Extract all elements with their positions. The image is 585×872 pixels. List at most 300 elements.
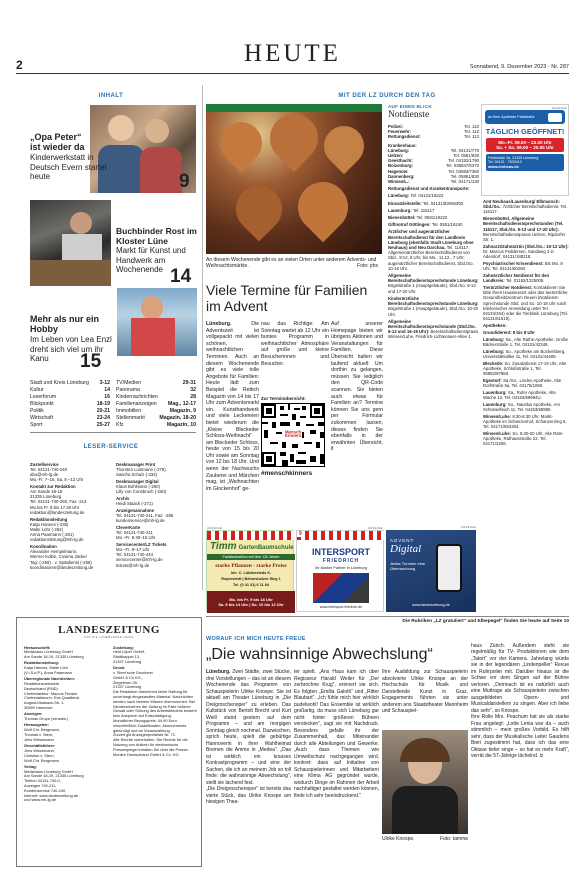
service-line: Anna Paarmann (-281) bbox=[30, 532, 74, 538]
impressum-line: Telefon 04131-740-0, bbox=[24, 778, 61, 784]
service-line: Servicecenter/LZ Tickets bbox=[116, 541, 167, 547]
service-key: Egestorf: bbox=[483, 377, 502, 383]
garten-sub: GartenBaumschule bbox=[238, 545, 294, 551]
ulrike-caption-credit: Foto: tamme bbox=[439, 836, 468, 842]
index-page: Magazin, 18-20 bbox=[159, 415, 196, 421]
notdienst-value: Tel. 04131/770 bbox=[450, 147, 479, 153]
service-entry bbox=[483, 261, 569, 271]
impressum-line: Ziegelhorn 26, bbox=[113, 679, 138, 685]
main-col2 bbox=[261, 321, 329, 367]
notdienst-key: Ärztlicher und augenärztlicher Bereitschaftsdienst für den Landkreis Lüneburg (ebenfalls Stadt Lüneburg ohne Neuhaus) und Neu Darchau, bbox=[388, 229, 474, 251]
header-rule bbox=[16, 73, 569, 74]
service-line: Werner Kolbe, Cosima Jäckel bbox=[30, 554, 87, 560]
index-page: 29-31 bbox=[182, 380, 196, 386]
service-key: Amt Neuhaus/Lauenburg/ Elbmarsch: Sbd./So.: bbox=[483, 199, 560, 210]
rubriken-rule bbox=[206, 616, 569, 617]
service-line: redaktionsleitung@mh-lg.de bbox=[30, 537, 84, 543]
service-line: Lilly von Consbruch (-260) bbox=[116, 489, 167, 495]
intersport-town: FRIEDRICH bbox=[322, 558, 360, 564]
apotheke-phone: Tel. 04131 · 7639410 bbox=[488, 160, 522, 164]
service-entry bbox=[483, 414, 569, 430]
service-key: Winsen/Luhe: bbox=[483, 431, 512, 437]
apotheke-logo-icon bbox=[548, 113, 562, 122]
index-row bbox=[116, 408, 196, 415]
impressum-line: Am Sande 18-19, 21335 Lüneburg bbox=[24, 654, 84, 660]
column-rule bbox=[202, 85, 203, 590]
notdienst-entry bbox=[388, 186, 479, 191]
ad-label: ANZEIGE bbox=[207, 526, 223, 530]
service-line: Heidi Staack (-271) bbox=[116, 500, 153, 506]
service-entry bbox=[483, 330, 569, 335]
index-left bbox=[30, 380, 110, 429]
date-issue: Sonnabend, 9. Dezember 2023 · Nr. 287 bbox=[469, 64, 569, 70]
notdienst-key: Uelzen: bbox=[388, 153, 404, 159]
index-label: Sport bbox=[30, 422, 43, 428]
index-page: 25-27 bbox=[96, 422, 110, 428]
index-page: 16 bbox=[104, 394, 110, 400]
service-line: Alexander Hempelmann, bbox=[30, 549, 78, 555]
impressum-line: Jens Wiesemann bbox=[24, 736, 54, 742]
qr-box[interactable] bbox=[261, 396, 329, 514]
intersport-web[interactable]: www.intersport-friedrich.de bbox=[319, 605, 363, 609]
inhalt-heading: INHALT bbox=[98, 93, 124, 99]
mit-lz-heading: MIT DER LZ DURCH DEN TAG bbox=[338, 93, 436, 99]
intersport-tag: Ihr starker Partner in Lüneburg bbox=[315, 566, 367, 570]
index-label: Stellenmarkt bbox=[116, 415, 145, 421]
impressum-line: Chefredakteur: Marcus Fenske bbox=[24, 690, 78, 696]
ad-label: ANZEIGE bbox=[367, 526, 383, 530]
service-line: Katja Hannes (-236) bbox=[30, 521, 69, 527]
ulrike-headline: „Die wahnsinnige Abwechslung“ bbox=[206, 646, 433, 663]
impressum-line: August-Madsack-Str. 1, bbox=[24, 700, 65, 706]
impressum-line: Christian v. Stern, bbox=[24, 752, 55, 758]
index-page: Magazin, 9 bbox=[169, 408, 196, 414]
index-label: Stadt und Kreis Lüneburg bbox=[30, 380, 89, 386]
impressum-line: Wolf Chr. Bergmann bbox=[24, 757, 59, 763]
advent-ad[interactable] bbox=[386, 525, 476, 612]
service-value: 8.30-8.30 Uhr, Markt-Apotheke im Schanzenhof, Schanzenring 6, Tel. 04171/653304. bbox=[483, 413, 567, 430]
index-row bbox=[116, 422, 196, 429]
service-value: Ärztlicher Bereitschaftsdienst, Tel. 116117. bbox=[483, 204, 568, 215]
index-page: 18-19 bbox=[96, 401, 110, 407]
service-key: Bleckede: bbox=[483, 360, 504, 366]
notdienst-key: Krankenhaus: bbox=[388, 142, 417, 148]
index-rule bbox=[30, 432, 196, 433]
service-line: redaktion@landeszeitung.de bbox=[30, 509, 85, 515]
index-row bbox=[116, 394, 196, 401]
index-page: 14 bbox=[104, 387, 110, 393]
index-page: 20-21 bbox=[96, 408, 110, 414]
teaser-kicker: Mehr als nur ein Hobby bbox=[30, 314, 100, 334]
notdienst-key: Einsatzleitstelle: bbox=[388, 200, 423, 206]
service-key: Grundiderent: 8 bis 8 Uhr bbox=[483, 329, 535, 335]
service-value: So., Apotheke am Bockelsberg, Universitätsallee 11, Tel. 04131/44488. bbox=[483, 348, 566, 359]
service-line: Klaus Bohlmann (-260) bbox=[116, 483, 160, 489]
notdienst-key: Giftnotruf Göttingen: bbox=[388, 222, 432, 228]
caption-credit: Foto: phs bbox=[357, 263, 378, 269]
impressum-line: v. Stern'sche Druckerei bbox=[113, 669, 153, 675]
notdienst-value: Tel. 04131/19222 bbox=[410, 193, 444, 199]
apotheke-open-title: TÄGLICH GEÖFFNET! bbox=[485, 127, 565, 136]
notdienst-value: Tel. 04152/1790 bbox=[448, 158, 479, 164]
notdienst-key: Boizenburg: bbox=[388, 163, 414, 169]
notdienst-value: Tel. 038847/6370 bbox=[446, 163, 479, 169]
impressum-line: Jens Wiesemann, bbox=[24, 747, 55, 753]
service-line: Tel. 04131-740-240 bbox=[30, 466, 68, 472]
notdienst-key: Dannenberg: bbox=[388, 173, 415, 179]
index-row bbox=[116, 387, 196, 394]
service-line: 21335 Lüneburg bbox=[30, 494, 62, 500]
service-entry bbox=[483, 402, 569, 412]
apotheke-hours-weekday: Mo.-Fr. 08.00 – 23.00 Uhr bbox=[498, 140, 552, 145]
ad-label: ANZEIGE bbox=[551, 106, 567, 110]
teaser-text: Markt für Kunst und Handwerk am Wochenende bbox=[116, 246, 186, 274]
ad-label: ANZEIGE bbox=[460, 525, 476, 529]
service-entry bbox=[483, 244, 569, 260]
main-col3-text: Auf unserer Homepage bieten wir übrigens Aktionen und Veranstaltungen für Familien. Diese Übersicht halten wir laufend aktuell: Um dorthin zu gelangen, müssen Sie lediglich den QR-Code scannen. Sie bieten auch etwas für Familien an? Termine können Sie uns gern per Formular zukommen lassen, dieses finden Sie ebenfalls in der erwähnten Übersicht. lt bbox=[331, 321, 383, 453]
qr-code[interactable] bbox=[261, 403, 325, 467]
impressum-line: GmbH & Co KG, bbox=[113, 674, 142, 680]
teaser-page: 14 bbox=[170, 266, 192, 287]
service-entry bbox=[483, 361, 569, 377]
impressum-line: Mediahaus Lüneburg GmbH bbox=[24, 768, 73, 774]
ulrike-caption-text: Ulrike Knospe. bbox=[382, 836, 415, 842]
index-label: Wirtschaft bbox=[30, 415, 54, 421]
teaser-page: 15 bbox=[80, 351, 102, 372]
notdienst-entry bbox=[388, 222, 479, 227]
service-line: Redaktionsleitung bbox=[30, 516, 68, 522]
article-text: Zwei Städte, zwei Stücke, drei Vorstellungen – das ist an diesem Wochenende das Programm von Schauspielerin Ulrike Knospe. Sie ist aktuell am Theater Lüneburg in „Die Dreigroschenoper“ zu erleben. Das Kultstück von Bertolt Brecht und Kurt Weill stand gestern auf dem Programm – und am morgigen Sonntag gleich nochmal. Dazwischen, sprich heute, spielt die gebürtige Hannoverin in ihrer Wahlheimat Bremen die Amme in „Medea“. „Das ist wirklich ein krasses Kontrastprogramm – und eine der Sachen, die ich an meinem Job so toll finde: die wahnsinnige Abwechslung“, stellt sie lachend fest. „Die Dreigroschenoper“ ist bereits das vierte Stück, das Ulrike Knospe am hiesigen Thea- bbox=[206, 669, 291, 805]
leserservice-heading: LESER-SERVICE bbox=[83, 444, 139, 450]
garten-line6: Mo. bis Fr. 9 bis 18 Uhr bbox=[229, 597, 273, 602]
notdienst-value: Bögelstraße 1 (Hauptgebäude), Sbd./So. 9-13 und 17-20 Uhr. bbox=[388, 283, 476, 294]
notdienst-entry bbox=[388, 319, 479, 340]
service-value: Tel. 01192/1225005. bbox=[504, 278, 545, 284]
caption-text: An diesem Wochenende gibt es an vielen Orten unter anderem Advents- und Weihnachtsmärkte. bbox=[206, 257, 377, 269]
notdienste-kicker: AUF EINEN BLICK bbox=[388, 104, 432, 109]
service-value: Sa., Alte Raths-Apotheke, Große Bäckerstraße 1, Tel. 04131/42349. bbox=[483, 336, 569, 347]
impressum-line: Katja Hannes, Malte Lühr bbox=[24, 665, 68, 671]
notdienst-row bbox=[388, 134, 479, 139]
garten-ad[interactable] bbox=[206, 526, 294, 612]
apotheke-ad[interactable] bbox=[481, 104, 569, 196]
article-dateline: Lüneburg. bbox=[206, 669, 231, 675]
teaser-kicker: „Opa Peter“ ist wieder da bbox=[30, 132, 85, 152]
impressum-line: 30559 Hannover bbox=[24, 705, 53, 711]
teaser-photo bbox=[117, 288, 197, 356]
notdienst-entry bbox=[388, 229, 479, 271]
service-line: servicecenter@mh-lg.de bbox=[116, 557, 163, 563]
advent-text2: Überraschung bbox=[390, 566, 416, 571]
impressum-line: Anzeigen 740-211, bbox=[24, 783, 57, 789]
notdienst-value: Tel. 0581/830 bbox=[453, 153, 479, 159]
apotheke-address: Feldstraße 3a, 21335 Lüneburg bbox=[488, 156, 539, 160]
garten-line3: Inh. C. Lübbersteds K. bbox=[230, 571, 272, 575]
impressum-line: Wolf Chr. Bergmann, bbox=[24, 727, 61, 733]
index-page: 28 bbox=[190, 394, 196, 400]
index-label: Familienanzeigen bbox=[116, 401, 157, 407]
service-line: Thorsten Lustmann (-276) bbox=[116, 466, 166, 472]
phone-icon bbox=[436, 544, 462, 592]
service-entry bbox=[483, 337, 569, 347]
impressum-line: Anzeigen: bbox=[24, 711, 43, 717]
notdienst-key: Winsen/L.: bbox=[388, 179, 410, 185]
service-line: Mo.bis Fr. 9 bis 17.30 Uhr bbox=[30, 504, 80, 510]
notdienst-value: Tel. 0581/19222 bbox=[416, 215, 448, 221]
index-label: Kindernachrichten bbox=[116, 394, 158, 400]
notdienst-value: Tel. 04131/83065300 bbox=[422, 200, 464, 206]
notdienst-value: Bögelstraße 1 (Hauptgebäude), Sbd./So. 10-20 Uhr. bbox=[388, 306, 479, 317]
impressum-box bbox=[16, 617, 202, 867]
teaser-page: 9 bbox=[179, 171, 190, 192]
service-key: Lauenburg: bbox=[483, 389, 507, 395]
service-line: Tel. 04131-740-444 bbox=[116, 552, 154, 558]
impressum-line: und www.mh-lg.de bbox=[24, 797, 57, 803]
notdienst-key: Polizei: bbox=[388, 124, 404, 129]
garten-line4: Roperstedt | Böhmsholzer Weg 1 bbox=[221, 577, 281, 581]
impressum-line: Druck: bbox=[113, 665, 126, 671]
qr-label: Zur Terminübersicht: bbox=[261, 396, 306, 401]
ulrike-photo bbox=[382, 730, 468, 834]
impressum-line: Thomas v. Stern, bbox=[24, 732, 54, 738]
main-headline: Viele Termine für Familien im Advent bbox=[206, 282, 368, 314]
notdienst-key: Kinderärztliche Bereitschaftsdienstsprechstunde Lüneburg: bbox=[388, 295, 479, 307]
service-value: So., Nautilus Apotheke, Am Schüsselfeich 11, Tel. 04153/58990. bbox=[483, 401, 560, 413]
main-col3 bbox=[331, 321, 383, 453]
ulrike-col2-text: ter spielt. „Ans Haus kam ich über Regisseur Harald Weiler für „Der zerbrochne Krug“, erinnert sie sich. Es folgten „Emilia Galotti“ und „Ritter Blaubart“. „Ich fühle mich hier wirklich pudelwohl! Das Ensemble ist wirklich großartig, da muss sich Lüneburg gar nicht hinter größeren Bühnen verstecken“, sagt sie mit Nachdruck. Besonders gefalle ihr der Zusammenhalt, das Miteinander durch alle Abteilungen und Gewerke. „Auch dass Themen wie Umweltschutz nachgegangen wird, konkret: dass auf Initiative von Schauspielerinnen und Mitarbeitern eine Klima AG gegründet wurde, wodurch Dinge im Rahmen der Arbeit nachhaltiger gestaltet werden können, finde ich sehr beeindruckend.“ bbox=[294, 669, 379, 799]
intersport-ad[interactable] bbox=[296, 526, 384, 612]
service-entry bbox=[483, 199, 569, 215]
service-line: Mo.-Fr. 7–16, Sa. 8 –12 Uhr bbox=[30, 477, 84, 483]
notdienste-entries bbox=[388, 124, 479, 184]
service-line: Tag: (-259) · v. Spätdienst (-258) bbox=[30, 559, 92, 565]
notdienst-key: Allgemeine Bereitschaftsdienstsprechstunde (Sbd./So. 9-13 und 16-19 Uhr): bbox=[388, 318, 476, 335]
impressum-line: Redaktionsleitung: bbox=[24, 660, 60, 666]
service-key: Bienenbüttel, Allgemeine Bereitschaftsdienstsprechstunden (Tel. 116117, Sbd./So. 9-13 und 17-20 Uhr): bbox=[483, 216, 564, 232]
index-label: Politik bbox=[30, 408, 44, 414]
index-row bbox=[30, 387, 110, 394]
service-line: Am Sande 18-19 bbox=[30, 489, 63, 495]
service-line: Tel. 04131-740-211, Fax: -285 bbox=[116, 512, 174, 518]
ulrike-col4-text: haus Zürich. Außerdem steht sie regelmäßig für TV- Produktionen wie dem „Tatort“ vor der Kamera. Jahrelang würde sie in der legendären „Lindenpeller“ Revue im Ruhrpolier mit. Darüber hinaus ist die Schwe vor dem Singen auf der Bühne verloren. „Demnach ist es natürlich auch eine Muttrage als Schauspielerin zwischen ausgebildeten Opern- und Musicaldarstellern zu singen. Aber ich liebe das sehr“, so Knospe. Ihre Rolle Mrs. Peachum hat sie als starke Frau angelegt: „Lotte Lenia war da – auch stimmlich – mein großes Vorbild. Es hilft sehr, dass der Musikalische Leiter Gaudens Bieri zugestimmt hat, dass ich das eine Oktave tiefer singe – so hat es mehr Kraft“, verrät die 57-Jährige lächelnd. lz bbox=[471, 642, 569, 759]
service-value: So. 8.30-20 Uhr, Alte Rats-Apotheke, Rathausstraße 22, Tel. 04171/2206. bbox=[483, 431, 564, 447]
index-row bbox=[30, 380, 110, 387]
impressum-line: Heid Löper GmbH, bbox=[113, 649, 146, 655]
service-value: So. Zusatzdienst 17-19 Uhr, Alte Apotheke, Schloßstraße 1, Tel. 05852/97960. bbox=[483, 360, 567, 377]
notdienst-value: Tel. 04171/130 bbox=[450, 179, 479, 185]
notdienste-rest bbox=[388, 186, 479, 339]
index-page: 23-24 bbox=[96, 415, 110, 421]
notdienst-key: Rettungsdienst: bbox=[388, 134, 421, 140]
service-line: tickets@mh-lg.de bbox=[116, 562, 150, 568]
impressum-line: Stadtkoppel 13, bbox=[113, 654, 141, 660]
service-value: Dr. Marcus Feddersen, Sandweg 3 in Adendorf, 04131/188218. bbox=[483, 249, 554, 260]
service-line: Archiv bbox=[116, 495, 130, 501]
notdienst-entry bbox=[388, 296, 479, 317]
notdienst-value: Tel. 03883/7360 bbox=[448, 168, 479, 174]
leserservice-left bbox=[30, 460, 114, 570]
service-line: Anzeigenannahme bbox=[116, 507, 154, 513]
service-value: Bereitschaftsdienstpraxis Uelzen, Ripdorfer Str. 1. bbox=[483, 231, 566, 243]
notdienst-value: Tel. 116117. Allgemeinärztlicher Bereitschaftsdienst von Sbd., 9:12, 8 Uhr, bis Mo., 11.12., 7 Uhr; augenärztlicher Bereitschaftsdienst, Sbd./So. 10-16 Uhr. bbox=[388, 245, 474, 271]
index-label: TV/Medien bbox=[116, 380, 142, 386]
index-label: Blickpunkt bbox=[30, 401, 54, 407]
service-line: koordinatoren@landeszeitung.de bbox=[30, 564, 94, 570]
service-entry bbox=[483, 285, 569, 321]
notdienst-value: Tel. 112 bbox=[464, 134, 479, 140]
impressum-line: Redaktionsnetzwerk bbox=[24, 681, 60, 687]
notdienste-title: Notdienste bbox=[388, 110, 430, 120]
service-key: Winsen/Luhe: bbox=[483, 413, 512, 419]
impressum-line: Chefredakteurin: Eva Quadbeck bbox=[24, 695, 80, 701]
notdienst-key: Feuerwehr: bbox=[388, 129, 412, 135]
ulrike-col2 bbox=[294, 669, 379, 799]
service-entry bbox=[483, 378, 569, 388]
service-value: Sa., Rufer Apotheke, Alte Wache 12, Tel. 04153/58994U. bbox=[483, 389, 556, 401]
intersport-brand: INTERSPORT bbox=[311, 547, 370, 557]
index-page: Magazin, 10 bbox=[166, 422, 196, 428]
notdienst-key: Allgemeine Bereitschaftsdienstsprechstunde Lüneburg: bbox=[388, 273, 479, 284]
service-key: Apotheken: bbox=[483, 323, 507, 329]
notdienst-key: Lauenburg: bbox=[388, 207, 413, 213]
service-line: Zustellservice bbox=[30, 461, 59, 467]
notdienst-key: Rettungsdienst und Krankentransporte: bbox=[388, 186, 470, 192]
service-entry bbox=[483, 273, 569, 283]
teaser-text: Im Leben von Lea Enzl dreht sich viel um ihr Kanu bbox=[30, 335, 112, 363]
impressum-line: Internet: www.landeszeitung.de bbox=[24, 792, 79, 798]
notdienst-row bbox=[388, 179, 479, 184]
notdienst-value: Tel. 112 bbox=[464, 129, 479, 135]
index-label: Kfz bbox=[116, 422, 124, 428]
garten-brand: Timm bbox=[210, 541, 237, 552]
qr-hashtag: #menschkinners bbox=[261, 470, 313, 477]
garten-line7: Sa. 9 bis 14 Uhr | So. 10 bis 12 Uhr bbox=[218, 602, 284, 607]
notdienst-value: Tel. 05861/830 bbox=[450, 173, 479, 179]
service-line: Kontakt zur Redaktion bbox=[30, 483, 76, 489]
garten-line1: Familientradition seit über 130 Jahren bbox=[207, 554, 295, 560]
ulrike-col4 bbox=[471, 636, 569, 760]
notdienst-value: Tel. 116117 bbox=[412, 207, 435, 213]
ad-page-badge: 9 bbox=[299, 531, 302, 537]
index-row bbox=[116, 401, 196, 408]
photo-caption bbox=[206, 257, 378, 269]
article-text: Die Adventszeit ist vollgepackt mit vielen schönen, weihnachtlichen Terminen. Auch an diesem Wochenende gibt es viele tolle Angebote für Familien: Heute lädt zum Beispiel die Rettich Magazin von 14 bis 17 Uhr zum Adventsmarkt ein. Kunsthandwerk und viele Leckereien bietet wiederum die „Kleine Bleckeder Schloss-Weihnacht“ am Bleckeder Schloss, heute von 15 bis 20 Uhr sowie am Sonntag von 12 bis 18 Uhr. Und wenn der Nachwuchs Zauberei und Märchen mag, ist „Weihnachten im Glockenhof“ ge- bbox=[206, 321, 259, 492]
apotheke-web[interactable]: www.einheas.de bbox=[488, 164, 519, 169]
service-key: Lauenburg: bbox=[483, 401, 507, 407]
service-line: CleverKarte bbox=[116, 524, 141, 530]
service-line: kundenservice@mh-lg.de bbox=[116, 518, 165, 524]
index-row bbox=[30, 422, 110, 429]
index-page: Mag., 12-17 bbox=[168, 401, 196, 407]
index-page: 32 bbox=[190, 387, 196, 393]
teaser-photo bbox=[30, 200, 111, 286]
service-entry bbox=[483, 431, 569, 447]
impressum-line: Zustellung: bbox=[113, 644, 134, 650]
ulrike-kicker: WORAUF ICH MICH HEUTE FREUE bbox=[206, 636, 306, 642]
page-number: 2 bbox=[16, 58, 23, 72]
rubriken-note: Die Rubriken „LZ gratuliert“ und Elbepegel“ finden Sie heute auf Seite 10 bbox=[402, 619, 569, 624]
advent-web[interactable]: www.landeszeitung.de bbox=[412, 603, 450, 607]
notdienst-key: Bienenbüttel: bbox=[388, 215, 417, 221]
ulrike-col1 bbox=[206, 669, 291, 806]
impressum-line: Am Sande 18-19, 21335 Lüneburg bbox=[24, 773, 84, 779]
index-row bbox=[30, 394, 110, 401]
impressum-col1 bbox=[24, 644, 108, 803]
index-row bbox=[30, 408, 110, 415]
garten-line2: starke Pflanzen - starke Preise bbox=[215, 563, 287, 569]
notdienst-key: Geesthacht: bbox=[388, 158, 413, 164]
index-label: Panorama bbox=[116, 387, 140, 393]
service-value: Sa./So., Linden Apotheke, Alte Dorfstraße 5a, Tel. 04175/1060. bbox=[483, 377, 562, 389]
notdienst-key: Lüneburg: bbox=[388, 147, 410, 153]
apotheke-brand: an Ihrer Apotheke Feldstraße bbox=[488, 115, 535, 119]
service-line: Sascha Schulz (-334) bbox=[116, 471, 158, 477]
service-line: Deskmanager Digital bbox=[116, 478, 159, 484]
page-title: HEUTE bbox=[244, 40, 341, 67]
main-photo bbox=[206, 104, 382, 254]
ulrike-caption bbox=[382, 836, 468, 842]
impressum-line: Verlag: bbox=[24, 763, 37, 769]
impressum-line: Herausgeber: bbox=[24, 722, 50, 728]
advent-text1: Jedes Türchen eine bbox=[390, 561, 426, 566]
service-entry bbox=[483, 349, 569, 359]
service-line: Mo.–Fr. 9–17 Uhr bbox=[116, 547, 150, 553]
impressum-line: Alle Rechte vorbehalten. Die Rechte für die Nutzung von Artikeln für elektronische Pressespiegel erhalten Sie über die Presse-Monitor Deutschland GmbH & Co. KG. bbox=[113, 737, 189, 757]
service-line: Koordination bbox=[30, 544, 57, 550]
notdienst-entry bbox=[388, 273, 479, 294]
service-entry bbox=[483, 390, 569, 400]
service-line: Tel. 04131-740-250, Fax -213 bbox=[30, 499, 87, 505]
ulrike-col3-text: Ihre Ausbildung zur Schauspielerin absolvierte Ulrike Knospe an der Hochschule für Musik und Darstellende Kunst in Graz. Engagements führten sie unter anderem ans Staatstheater Mannheim und Schauspiel- bbox=[382, 669, 468, 714]
notdienst-entry bbox=[388, 208, 479, 213]
impressum-logo: LANDESZEITUNG bbox=[58, 624, 160, 636]
teaser-kicker: Buchbinder Rost im Kloster Lüne bbox=[116, 226, 197, 246]
impressum-line: Geschäftsführer: bbox=[24, 743, 56, 749]
main-col2-text: nau das Richtige: Am Sonntag wartet ab 12 Uhr ein buntes Programm in weihnachtlicher Atmosphäre auf große und kleine Besucherinnen und Besucher. bbox=[261, 321, 329, 367]
notdienst-entry bbox=[388, 193, 479, 198]
notdienst-entry bbox=[388, 215, 479, 220]
svg-text:Mensch: Mensch bbox=[284, 429, 302, 435]
impressum-line: Die Redaktion übernimmt keine Haftung für unverlangt eingesandtes Material. Nachrichten werden nach bestem Wissen übernommen. Bei Nichterscheinen der Zeitung im Falle höherer Gewalt oder Störung des Arbeitsfriedens besteht kein Anspruch auf Entschädigung. bbox=[113, 689, 197, 719]
impressum-logo-sub: FÜR DIE LÜNEBURGER HEIDE bbox=[84, 636, 134, 639]
service-key: Lüneburg: bbox=[483, 336, 505, 342]
service-entry bbox=[483, 216, 569, 242]
impressum-line: Monatlicher Bezugspreis: 44,90 Euro einschließlich Zustellkosten. Abonnements gekündigt und an Vorauszahlung. bbox=[113, 717, 187, 733]
service-key: Tierärztlicher Notdienst: bbox=[483, 285, 533, 291]
index-label: Immobilien bbox=[116, 408, 142, 414]
index-page: 3-12 bbox=[99, 380, 110, 386]
service-key: Lüneburg: bbox=[483, 348, 505, 354]
garten-line5: Tel. (0 41 31) 6 11 84 bbox=[232, 583, 270, 587]
service-key: Psychiatrischer Krisendienst: bbox=[483, 261, 544, 267]
main-col1 bbox=[206, 321, 259, 492]
impressum-line: Zurzeit gilt Anzeigenpreisliste Nr. 72. bbox=[113, 732, 176, 738]
impressum-line: 21337 Lüneburg bbox=[113, 658, 142, 664]
impressum-line: (V.i.S.d.P.), Anna Paarmann bbox=[24, 669, 73, 675]
impressum-line: Thomas Grupe (verantw.) bbox=[24, 716, 69, 722]
article-paragraph bbox=[206, 321, 259, 492]
service-key: Zahnarzt/Zahnärztin (Sbd./So.: 10-12 Uhr): bbox=[483, 243, 569, 249]
article-dateline: Lüneburg. bbox=[206, 321, 232, 327]
leserservice-right bbox=[116, 460, 200, 568]
index-row bbox=[116, 415, 196, 422]
advent-kicker: ADVENT bbox=[390, 538, 415, 543]
article-paragraph bbox=[206, 669, 291, 806]
service-line: abo@mh-lg.de bbox=[30, 471, 59, 477]
index-row bbox=[30, 415, 110, 422]
service-line: Tel. 04131-740-211 bbox=[116, 529, 153, 535]
apotheke-hours-weekend: Sa. + So. 09.00 – 20.00 Uhr bbox=[496, 145, 554, 150]
